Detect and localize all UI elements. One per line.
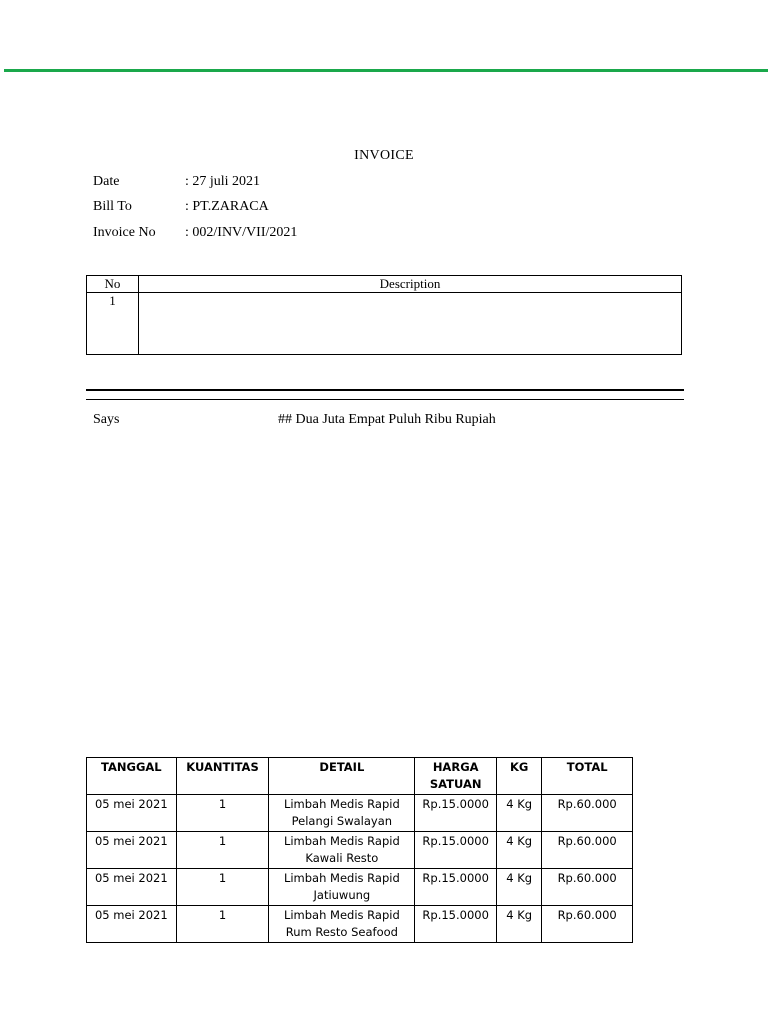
detail-line-1: Limbah Medis Rapid — [283, 797, 400, 811]
table-row — [87, 832, 633, 869]
cell-kg: 4 Kg — [496, 906, 541, 943]
cell-tanggal: 05 mei 2021 — [87, 832, 177, 869]
cell-kg: 4 Kg — [496, 795, 541, 832]
cell-kg: 4 Kg — [496, 869, 541, 906]
detail-line-1: Limbah Medis Rapid — [283, 908, 400, 922]
date-value: : 27 juli 2021 — [185, 174, 261, 189]
divider-thin — [86, 399, 684, 400]
cell-harga: Rp.15.0000 — [415, 906, 497, 943]
cell-harga: Rp.15.0000 — [415, 832, 497, 869]
cell-kuantitas: 1 — [176, 795, 269, 832]
invoice-title: INVOICE — [354, 148, 414, 163]
cell-kuantitas: 1 — [176, 869, 269, 906]
detail-line-1: Limbah Medis Rapid — [283, 871, 400, 885]
table-row — [87, 795, 633, 832]
row-description — [139, 293, 682, 355]
cell-kuantitas: 1 — [176, 832, 269, 869]
cell-tanggal: 05 mei 2021 — [87, 869, 177, 906]
header-kuantitas: KUANTITAS — [176, 758, 269, 795]
header-harga-satuan: HARGA SATUAN — [415, 758, 497, 795]
row-no: 1 — [87, 293, 139, 355]
description-table-header — [87, 276, 682, 293]
cell-kg: 4 Kg — [496, 832, 541, 869]
detail-line-2: Pelangi Swalayan — [291, 814, 393, 828]
cell-kuantitas: 1 — [176, 906, 269, 943]
cell-detail — [269, 795, 415, 832]
bill-to-value: : PT.ZARACA — [185, 199, 269, 214]
description-table — [86, 275, 682, 355]
header-tanggal: TANGGAL — [87, 758, 177, 795]
detail-line-1: Limbah Medis Rapid — [283, 834, 400, 848]
says-label: Says — [93, 412, 120, 427]
header-total: TOTAL — [542, 758, 633, 795]
header-kg: KG — [496, 758, 541, 795]
cell-total: Rp.60.000 — [542, 795, 633, 832]
detail-line-2: Jatiuwung — [313, 888, 371, 902]
items-table — [86, 757, 633, 943]
cell-total: Rp.60.000 — [542, 869, 633, 906]
bill-to-label: Bill To — [93, 199, 132, 214]
header-detail: DETAIL — [269, 758, 415, 795]
date-label: Date — [93, 174, 120, 189]
cell-total: Rp.60.000 — [542, 906, 633, 943]
cell-tanggal: 05 mei 2021 — [87, 795, 177, 832]
says-amount-in-words: ## Dua Juta Empat Puluh Ribu Rupiah — [278, 412, 496, 427]
cell-total: Rp.60.000 — [542, 832, 633, 869]
cell-detail — [269, 832, 415, 869]
table-row — [87, 869, 633, 906]
detail-line-2: Rum Resto Seafood — [285, 925, 398, 939]
header-no: No — [87, 276, 139, 293]
header-description: Description — [139, 276, 682, 293]
table-row — [87, 906, 633, 943]
invoice-no-label: Invoice No — [93, 225, 156, 240]
items-table-header — [87, 758, 633, 795]
cell-tanggal: 05 mei 2021 — [87, 906, 177, 943]
cell-harga: Rp.15.0000 — [415, 869, 497, 906]
divider-thick — [86, 389, 684, 391]
detail-line-2: Kawali Resto — [305, 851, 379, 865]
header-accent-line — [4, 69, 768, 72]
cell-detail — [269, 906, 415, 943]
cell-detail — [269, 869, 415, 906]
cell-harga: Rp.15.0000 — [415, 795, 497, 832]
invoice-no-value: : 002/INV/VII/2021 — [185, 225, 298, 240]
table-row — [87, 293, 682, 355]
